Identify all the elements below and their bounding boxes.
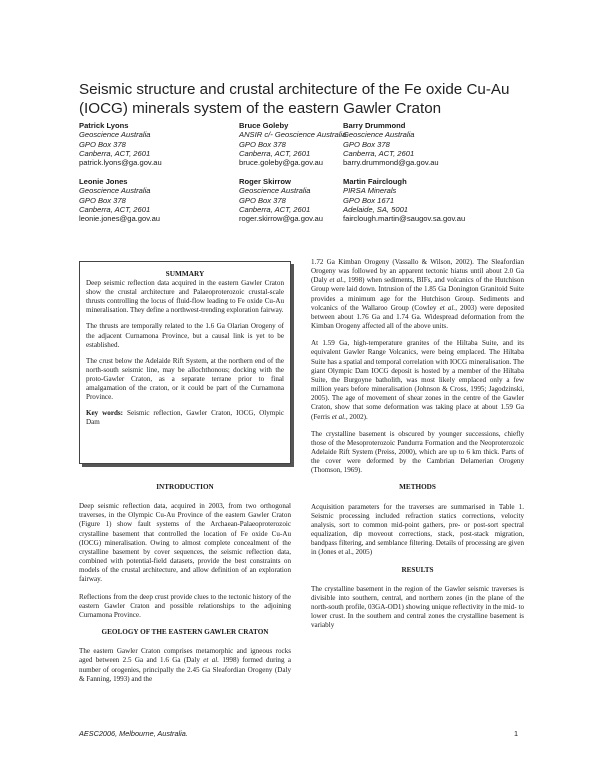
footer-venue: AESC2006, Melbourne, Australia.: [79, 729, 188, 738]
author-org: Geoscience Australia: [239, 186, 311, 196]
author-name: Patrick Lyons: [79, 121, 129, 130]
author-city: Canberra, ACT, 2601: [79, 204, 151, 214]
keywords-label: Key words:: [86, 409, 124, 418]
author-org: Geoscience Australia: [79, 130, 151, 140]
author-email[interactable]: patrick.lyons@ga.gov.au: [79, 158, 162, 168]
author-box: GPO Box 378: [79, 139, 126, 149]
summary-heading: SUMMARY: [165, 269, 205, 278]
body-paragraph: Deep seismic reflection data, acquired in 2003, from two orthogonal traverses, in the Olympic Cu-Au Province of the eastern Gawler Craton (Figure 1) show fault systems of the Archaean-Palaeoproterozoic crystalline basement that controlled the location of Fe oxide Cu-Au (IOCG) mineralisation. Owing to almost complete concealment of the crystalline basement by cover sequences, the seismic reflection data, combined with potential-field datasets, provide the best constraints on models of the crustal architecture, and allow definition of an exploration fairway.: [79, 502, 291, 584]
body-paragraph: Reflections from the deep crust provide clues to the tectonic history of the eastern Gawler Craton and possible relationships to the adjoining Curnamona Province.: [79, 592, 291, 619]
author-city: Canberra, ACT, 2601: [79, 148, 151, 158]
author-email[interactable]: barry.drummond@ga.gov.au: [343, 158, 439, 168]
author-city: Canberra, ACT, 2601: [239, 148, 311, 158]
body-paragraph: Acquisition parameters for the traverses are summarised in Table 1. Seismic processing included refraction statics corrections, velocity analysis, sort to common mid-point gathers, pre- or post-sort spectral equalization, dip moveout corrections, stack, post-stack migration, bandpass filtering, and semblance filtering. Details of processing are given in (Jones et al., 2005): [311, 502, 524, 557]
section-heading-geology: GEOLOGY OF THE EASTERN GAWLER CRATON: [101, 628, 269, 637]
author-email[interactable]: bruce.goleby@ga.gov.au: [239, 158, 323, 168]
right-column: [311, 258, 524, 638]
author-box: GPO Box 378: [239, 195, 286, 205]
author-email[interactable]: fairclough.martin@saugov.sa.gov.au: [343, 214, 466, 224]
body-paragraph: 1.72 Ga Kimban Orogeny (Vassallo & Wilson, 2002). The Sleafordian Orogeny was followed by an apparent tectonic hiatus until about 2.0 Ga (Daly et al., 1998) when sediments, BIFs, and volcanics of the Hutchison Group were laid down. Intrusion of the 1.85 Ga Donington Granitoid Suite provides a minimum age for the Hutchison Group. Sediments and volcanics of the Wallaroo Group (Cowley et al., 2003) were deposited between about 1.76 Ga and 1.74 Ga. Widespread deformation from the Kimban Orogeny affected all of the above units.: [311, 258, 524, 331]
author-city: Adelaide, SA, 5001: [343, 204, 409, 214]
author-email[interactable]: leonie.jones@ga.gov.au: [79, 214, 161, 224]
author-city: Canberra, ACT, 2601: [343, 148, 415, 158]
author-name: Martin Fairclough: [343, 177, 407, 186]
summary-paragraph: The crust below the Adelaide Rift System, at the northern end of the north-south seismic line, may be allochthonous; docking with the proto-Gawler Craton, as a separate terrane prior to final amalgamation of the craton, or it could be part of the Curnamona Province.: [86, 356, 284, 402]
section-heading-introduction: INTRODUCTION: [156, 483, 214, 491]
body-paragraph: The eastern Gawler Craton comprises metamorphic and igneous rocks aged between 2.5 Ga and 1.6 Ga (Daly et al. 1998) formed during a number of orogenies, principally the 2.45 Ga Sleafordian Orogeny (Daly & Fanning, 1993) and the: [79, 647, 291, 683]
author-name: Roger Skirrow: [239, 177, 291, 186]
page-number: 1: [514, 729, 519, 738]
author-city: Canberra, ACT, 2601: [239, 204, 311, 214]
author-box: GPO Box 1671: [343, 195, 395, 205]
left-column: [79, 477, 291, 692]
body-paragraph: The crystalline basement is obscured by younger successions, chiefly those of the Mesoproterozoic Pandurra Formation and the Neoproterozoic Adelaide Rift System (Preiss, 2000), which are up to 6 km thick. Parts of the cover were deformed by the Cambrian Delamerian Orogeny (Thomson, 1969).: [311, 429, 524, 475]
keywords-text: Seismic reflection, Gawler Craton, IOCG, Olympic Dam: [86, 409, 284, 427]
body-paragraph: At 1.59 Ga, high-temperature granites of the Hiltaba Suite, and its equivalent Gawler Range Volcanics, were being emplaced. The Hiltaba Suite has a spatial and temporal correlation with IOCG mineralisation. The giant Olympic Dam IOCG deposit is hosted by a member of the Hiltaba Suite, the Burgoyne batholith, was most likely emplaced only a few million years before mineralisation (Johnson & Cross, 1995; Jagodzinski, 2005). The age of movement of shear zones in the centre of the Gawler Craton, show that some deformation was taking place at about 1.59 Ga (Ferris et al., 2002).: [311, 339, 524, 421]
keywords: [86, 409, 284, 427]
author-email[interactable]: roger.skirrow@ga.gov.au: [239, 214, 323, 224]
author-box: GPO Box 378: [343, 139, 390, 149]
author-org: Geoscience Australia: [79, 186, 151, 196]
author-name: Leonie Jones: [79, 177, 128, 186]
author-card: [343, 177, 533, 223]
summary-paragraph: Deep seismic reflection data acquired in the eastern Gawler Craton show the crustal architecture and Palaeoproterozoic crustal-scale thrusts controlling the locus of fluid-flow leading to Fe oxide Cu-Au mineralisation. They define a northwest-trending exploration fairway.: [86, 279, 284, 315]
author-org: ANSIR c/- Geoscience Australia: [239, 130, 347, 140]
section-heading-results: RESULTS: [401, 565, 434, 574]
summary-paragraph: The thrusts are temporally related to the 1.6 Ga Olarian Orogeny of the adjacent Curnamona Province, but a causal link is yet to be established.: [86, 322, 284, 349]
summary-box: [79, 261, 291, 464]
author-org: Geoscience Australia: [343, 130, 415, 140]
author-name: Bruce Goleby: [239, 121, 289, 130]
author-org: PIRSA Minerals: [343, 186, 397, 196]
section-heading-methods: METHODS: [399, 483, 436, 492]
author-box: GPO Box 378: [239, 139, 286, 149]
paper-title: Seismic structure and crustal architecture of the Fe oxide Cu-Au (IOCG) minerals system of the eastern Gawler Craton: [79, 81, 510, 117]
author-card: [343, 121, 498, 167]
author-card: [79, 177, 234, 223]
body-paragraph: The crystalline basement in the region of the Gawler seismic traverses is divisible into southern, central, and northern zones (in the plane of the north-south profile, 03GA-OD1) showing unique reflectivity in the mid- to lower crust. In the southern and central zones the crystalline basement is variably: [311, 584, 524, 630]
author-name: Barry Drummond: [343, 121, 406, 130]
author-box: GPO Box 378: [79, 195, 126, 205]
author-card: [79, 121, 234, 167]
